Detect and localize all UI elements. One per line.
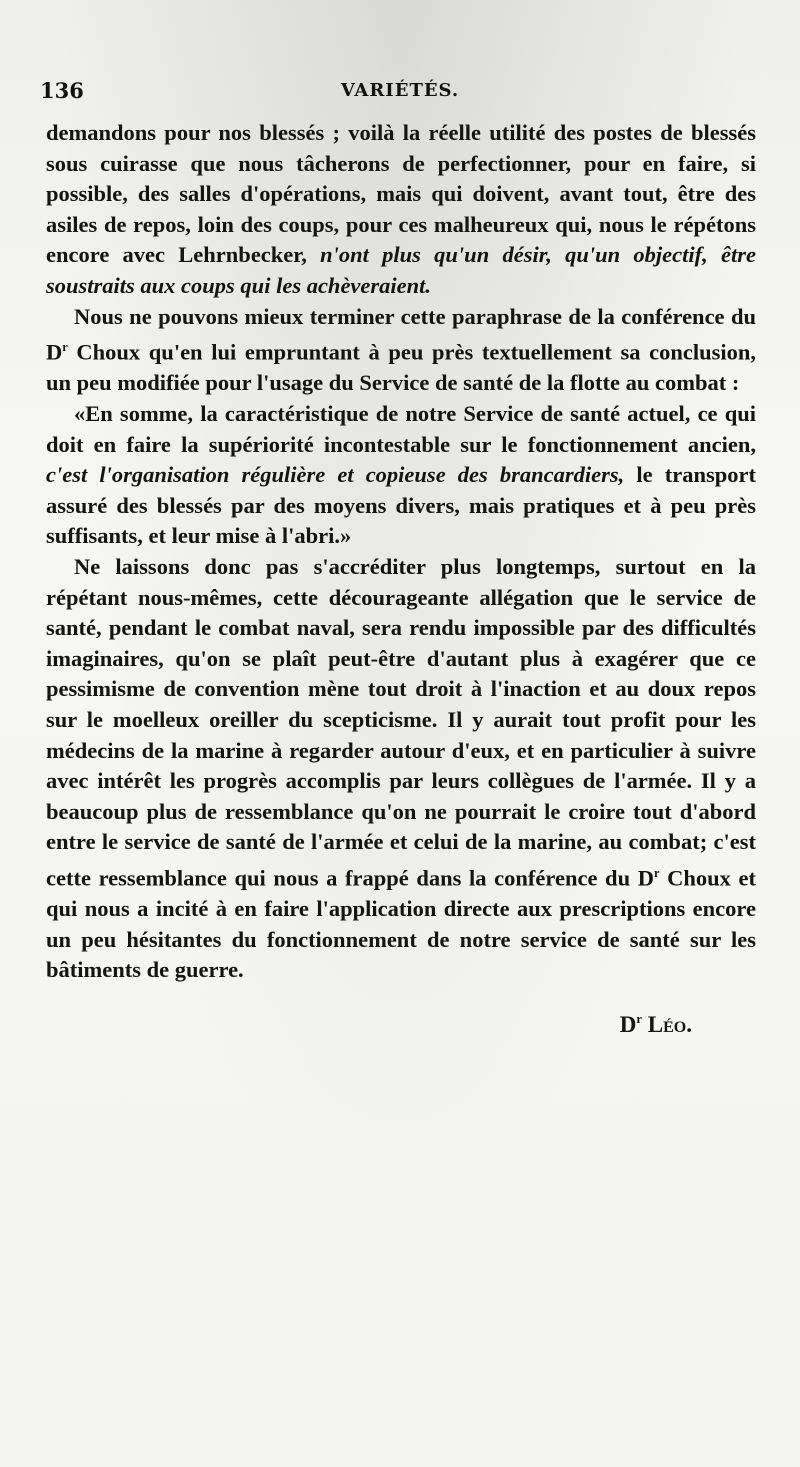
- superscript: r: [653, 865, 660, 880]
- page-number: 136: [40, 78, 84, 103]
- text-run: Ne laissons donc pas s'accréditer plus longtemps, surtout en la répétant nous-mêmes, cette décourageante allégation que le service de santé, pendant le combat naval, sera rendu impossible par des difficultés imaginaires, qu'on se plaît peut-être d'autant plus à exagérer que ce pessimisme de convention mène tout droit à l'inaction et au doux repos sur le moelleux oreiller du scepticisme. Il y aurait tout profit pour les médecins de la marine à regarder autour d'eux, et en particulier à suivre avec intérêt les progrès accomplis par leurs collègues de l'armée. Il y a beaucoup plus de ressemblance qu'on ne pourrait le croire tout d'abord entre le service de santé de l'armée et celui de la marine, au combat; c'est cette ressemblance qui nous a frappé dans la conférence du D: [46, 553, 756, 891]
- superscript: r: [62, 340, 68, 355]
- text-run: «En somme, la caractéristique de notre Service de santé actuel, ce qui doit en faire la supériorité incontestable sur le fonctionnement ancien,: [46, 401, 756, 457]
- paragraph: [46, 552, 756, 986]
- italic-quote: n'ont plus qu'un désir, qu'un objectif, être soustraits aux coups qui les achèveraient.: [46, 242, 756, 298]
- author-name: Léo.: [647, 1012, 692, 1037]
- text-run: Choux et qui nous a incité à en faire l'application directe aux prescriptions encore un peu hésitantes du fonctionnement de notre service de santé sur les bâtiments de guerre.: [46, 865, 756, 983]
- quotation-paragraph: [46, 399, 756, 552]
- paragraph: [46, 302, 756, 399]
- page-header: [40, 78, 760, 108]
- paragraph: [46, 118, 756, 302]
- signature-prefix: D: [619, 1012, 637, 1037]
- superscript: r: [636, 1012, 643, 1027]
- author-signature: [620, 1012, 692, 1038]
- text-run: demandons pour nos blessés ; voilà la réelle utilité des postes de blessés sous cuirasse que nous tâcherons de perfectionner, pour en faire, si possible, des salles d'opérations, mais qui doivent, avant tout, être des asiles de repos, loin des coups, pour ces malheureux qui, nous le répétons encore avec Lehrnbecker,: [46, 120, 756, 268]
- italic-quote: c'est l'organisation régulière et copieuse des brancardiers,: [46, 462, 625, 488]
- text-run: Nous ne pouvons mieux terminer cette paraphrase de la conférence du D: [46, 303, 756, 365]
- running-head: VARIÉTÉS.: [340, 80, 460, 101]
- body-text: [46, 118, 756, 986]
- text-run: le transport assuré des blessés par des moyens divers, mais pratiques et à peu près suffisants, et leur mise à l'abri.»: [46, 462, 756, 549]
- text-run: Choux qu'en lui empruntant à peu près textuellement sa conclusion, un peu modifiée pour l'usage du Service de santé de la flotte au combat :: [46, 339, 756, 396]
